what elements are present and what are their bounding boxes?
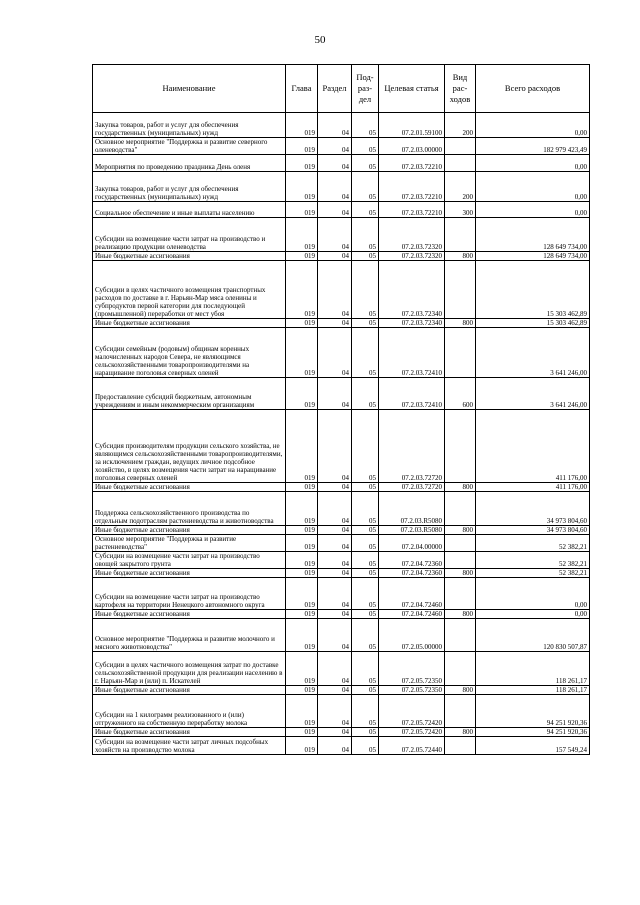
- row-name: Субсидии в целях частичного возмещения транспортных расходов по доставке в г. Нарьян-Мар мяса оленины и субпродуктов первой категории для последующей (промышленной) переработки от мест убоя: [93, 261, 286, 319]
- row-name: Иные бюджетные ассигнования: [93, 569, 286, 578]
- row-podrazdel: 05: [352, 569, 379, 578]
- table-row: [93, 535, 590, 552]
- row-total: 411 176,00: [476, 483, 590, 492]
- row-razdel: 04: [318, 328, 352, 378]
- row-total: 0,00: [476, 610, 590, 619]
- table-row: [93, 695, 590, 728]
- header-podrazdel: Под-раз-дел: [352, 65, 379, 113]
- row-code: 07.2.03.R5080: [379, 526, 445, 535]
- row-podrazdel: 05: [352, 319, 379, 328]
- row-name: Закупка товаров, работ и услуг для обеспечения государственных (муниципальных) нужд: [93, 172, 286, 202]
- row-vid: [445, 138, 476, 155]
- row-vid: 800: [445, 610, 476, 619]
- row-glava: 019: [286, 526, 318, 535]
- row-glava: 019: [286, 578, 318, 610]
- row-glava: 019: [286, 155, 318, 172]
- table-row: [93, 172, 590, 202]
- header-vid-rashodov: Вид рас-ходов: [445, 65, 476, 113]
- row-vid: [445, 619, 476, 652]
- row-total: 0,00: [476, 578, 590, 610]
- row-code: 07.2.05.72420: [379, 728, 445, 737]
- row-glava: 019: [286, 252, 318, 261]
- row-name: Иные бюджетные ассигнования: [93, 319, 286, 328]
- row-vid: [445, 328, 476, 378]
- row-podrazdel: 05: [352, 492, 379, 526]
- row-razdel: 04: [318, 378, 352, 410]
- row-glava: 019: [286, 261, 318, 319]
- table-row: [93, 578, 590, 610]
- row-glava: 019: [286, 410, 318, 483]
- row-podrazdel: 05: [352, 578, 379, 610]
- row-vid: 200: [445, 113, 476, 138]
- row-name: Предоставление субсидий бюджетным, автономным учреждениям и иным некоммерческим организациям: [93, 378, 286, 410]
- row-glava: 019: [286, 552, 318, 569]
- row-glava: 019: [286, 138, 318, 155]
- row-glava: 019: [286, 218, 318, 252]
- row-vid: 800: [445, 319, 476, 328]
- row-glava: 019: [286, 319, 318, 328]
- row-vid: 800: [445, 526, 476, 535]
- row-total: 411 176,00: [476, 410, 590, 483]
- row-code: 07.2.05.72420: [379, 695, 445, 728]
- row-glava: 019: [286, 686, 318, 695]
- table-row: [93, 410, 590, 483]
- row-podrazdel: 05: [352, 138, 379, 155]
- row-glava: 019: [286, 328, 318, 378]
- row-glava: 019: [286, 610, 318, 619]
- row-razdel: 04: [318, 569, 352, 578]
- row-code: 07.2.03.72210: [379, 172, 445, 202]
- row-total: 128 649 734,00: [476, 218, 590, 252]
- table-row: [93, 202, 590, 218]
- row-name: Основное мероприятие "Поддержка и развитие молочного и мясного животноводства": [93, 619, 286, 652]
- header-name: Наименование: [93, 65, 286, 113]
- table-row: [93, 610, 590, 619]
- row-vid: [445, 652, 476, 686]
- row-vid: [445, 261, 476, 319]
- row-podrazdel: 05: [352, 610, 379, 619]
- row-podrazdel: 05: [352, 619, 379, 652]
- row-glava: 019: [286, 492, 318, 526]
- row-vid: [445, 737, 476, 755]
- row-glava: 019: [286, 113, 318, 138]
- row-total: 0,00: [476, 113, 590, 138]
- row-name: Иные бюджетные ассигнования: [93, 610, 286, 619]
- row-razdel: 04: [318, 492, 352, 526]
- row-total: 94 251 920,36: [476, 728, 590, 737]
- row-code: 07.2.03.72720: [379, 483, 445, 492]
- row-glava: 019: [286, 483, 318, 492]
- row-code: 07.2.04.72360: [379, 552, 445, 569]
- row-total: 52 382,21: [476, 552, 590, 569]
- row-code: 07.2.03.72720: [379, 410, 445, 483]
- row-razdel: 04: [318, 686, 352, 695]
- row-vid: [445, 552, 476, 569]
- row-code: 07.2.01.59100: [379, 113, 445, 138]
- row-code: 07.2.03.72320: [379, 218, 445, 252]
- row-razdel: 04: [318, 202, 352, 218]
- row-podrazdel: 05: [352, 686, 379, 695]
- row-razdel: 04: [318, 410, 352, 483]
- row-podrazdel: 05: [352, 202, 379, 218]
- table-row: [93, 328, 590, 378]
- row-total: 34 973 804,60: [476, 526, 590, 535]
- row-name: Субсидии на возмещение части затрат личных подсобных хозяйств на производство молока: [93, 737, 286, 755]
- row-total: 52 382,21: [476, 569, 590, 578]
- row-code: 07.2.04.72360: [379, 569, 445, 578]
- row-total: 157 549,24: [476, 737, 590, 755]
- row-code: 07.2.03.R5080: [379, 492, 445, 526]
- row-name: Мероприятия по проведению праздника День оленя: [93, 155, 286, 172]
- row-code: 07.2.03.72410: [379, 328, 445, 378]
- row-podrazdel: 05: [352, 113, 379, 138]
- row-glava: 019: [286, 619, 318, 652]
- row-vid: 300: [445, 202, 476, 218]
- row-razdel: 04: [318, 113, 352, 138]
- row-name: Субсидия производителям продукции сельского хозяйства, не являющимся сельскохозяйственными товаропроизводителями, за исключением граждан, ведущих личное подсобное хозяйство, в целях возмещения части затрат на наращивание поголовья северных оленей: [93, 410, 286, 483]
- row-razdel: 04: [318, 737, 352, 755]
- row-razdel: 04: [318, 138, 352, 155]
- row-razdel: 04: [318, 483, 352, 492]
- row-name: Социальное обеспечение и иные выплаты населению: [93, 202, 286, 218]
- table-row: [93, 492, 590, 526]
- row-razdel: 04: [318, 155, 352, 172]
- row-code: 07.2.05.72440: [379, 737, 445, 755]
- row-glava: 019: [286, 569, 318, 578]
- row-name: Субсидии на возмещение части затрат на производство овощей закрытого грунта: [93, 552, 286, 569]
- row-code: 07.2.05.72350: [379, 686, 445, 695]
- row-razdel: 04: [318, 172, 352, 202]
- table-row: [93, 619, 590, 652]
- table-row: [93, 113, 590, 138]
- row-podrazdel: 05: [352, 483, 379, 492]
- row-vid: [445, 578, 476, 610]
- row-code: 07.2.03.72340: [379, 319, 445, 328]
- row-razdel: 04: [318, 252, 352, 261]
- header-celevaya-statya: Целевая статья: [379, 65, 445, 113]
- row-code: 07.2.04.72460: [379, 578, 445, 610]
- row-name: Иные бюджетные ассигнования: [93, 728, 286, 737]
- row-glava: 019: [286, 695, 318, 728]
- row-code: 07.2.05.00000: [379, 619, 445, 652]
- row-podrazdel: 05: [352, 378, 379, 410]
- row-glava: 019: [286, 728, 318, 737]
- table-row: [93, 378, 590, 410]
- row-vid: [445, 695, 476, 728]
- row-name: Иные бюджетные ассигнования: [93, 686, 286, 695]
- table-row: [93, 252, 590, 261]
- row-name: Поддержка сельскохозяйственного производства по отдельным подотраслям растениеводства и животноводства: [93, 492, 286, 526]
- row-name: Субсидии в целях частичного возмещения затрат по доставке сельскохозяйственной продукции для реализации населению в г. Нарьян-Мар и (или) п. Искателей: [93, 652, 286, 686]
- row-code: 07.2.04.00000: [379, 535, 445, 552]
- row-name: Субсидии семейным (родовым) общинам коренных малочисленных народов Севера, не являющимся сельскохозяйственными товаропроизводителями на наращивание поголовья северных оленей: [93, 328, 286, 378]
- row-total: 3 641 246,00: [476, 328, 590, 378]
- row-code: 07.2.05.72350: [379, 652, 445, 686]
- row-vid: [445, 492, 476, 526]
- row-code: 07.2.03.00000: [379, 138, 445, 155]
- row-razdel: 04: [318, 526, 352, 535]
- row-name: Иные бюджетные ассигнования: [93, 252, 286, 261]
- row-podrazdel: 05: [352, 552, 379, 569]
- row-code: 07.2.03.72410: [379, 378, 445, 410]
- row-razdel: 04: [318, 695, 352, 728]
- row-total: 52 382,21: [476, 535, 590, 552]
- table-row: [93, 552, 590, 569]
- row-code: 07.2.03.72210: [379, 155, 445, 172]
- row-total: 0,00: [476, 155, 590, 172]
- row-podrazdel: 05: [352, 526, 379, 535]
- row-glava: 019: [286, 172, 318, 202]
- row-razdel: 04: [318, 610, 352, 619]
- table-row: [93, 138, 590, 155]
- row-razdel: 04: [318, 619, 352, 652]
- row-podrazdel: 05: [352, 252, 379, 261]
- row-name: Иные бюджетные ассигнования: [93, 483, 286, 492]
- row-glava: 019: [286, 652, 318, 686]
- row-glava: 019: [286, 535, 318, 552]
- row-podrazdel: 05: [352, 261, 379, 319]
- row-podrazdel: 05: [352, 172, 379, 202]
- table-row: [93, 569, 590, 578]
- row-total: 0,00: [476, 202, 590, 218]
- table-row: [93, 218, 590, 252]
- header-glava: Глава: [286, 65, 318, 113]
- row-podrazdel: 05: [352, 535, 379, 552]
- row-vid: 200: [445, 172, 476, 202]
- table-row: [93, 686, 590, 695]
- row-podrazdel: 05: [352, 728, 379, 737]
- row-glava: 019: [286, 378, 318, 410]
- row-razdel: 04: [318, 652, 352, 686]
- page-number: 50: [314, 34, 326, 46]
- row-name: Закупка товаров, работ и услуг для обеспечения государственных (муниципальных) нужд: [93, 113, 286, 138]
- row-total: 118 261,17: [476, 686, 590, 695]
- row-vid: 800: [445, 483, 476, 492]
- table-row: [93, 728, 590, 737]
- table-row: [93, 155, 590, 172]
- table-row: [93, 319, 590, 328]
- row-code: 07.2.03.72340: [379, 261, 445, 319]
- row-razdel: 04: [318, 578, 352, 610]
- row-vid: [445, 155, 476, 172]
- row-total: 0,00: [476, 172, 590, 202]
- row-vid: 600: [445, 378, 476, 410]
- table-row: [93, 261, 590, 319]
- row-podrazdel: 05: [352, 652, 379, 686]
- row-vid: 800: [445, 252, 476, 261]
- row-code: 07.2.03.72320: [379, 252, 445, 261]
- row-name: Основное мероприятие "Поддержка и развитие северного оленеводства": [93, 138, 286, 155]
- row-podrazdel: 05: [352, 328, 379, 378]
- row-vid: [445, 535, 476, 552]
- table-row: [93, 652, 590, 686]
- table-row: [93, 526, 590, 535]
- row-vid: [445, 218, 476, 252]
- row-podrazdel: 05: [352, 695, 379, 728]
- table-row: [93, 483, 590, 492]
- header-razdel: Раздел: [318, 65, 352, 113]
- row-vid: [445, 410, 476, 483]
- expenditure-table: [92, 64, 590, 755]
- row-total: 120 830 507,87: [476, 619, 590, 652]
- table-row: [93, 737, 590, 755]
- row-total: 34 973 804,60: [476, 492, 590, 526]
- row-total: 15 303 462,89: [476, 261, 590, 319]
- row-razdel: 04: [318, 552, 352, 569]
- header-row: [93, 65, 590, 113]
- row-glava: 019: [286, 202, 318, 218]
- row-name: Иные бюджетные ассигнования: [93, 526, 286, 535]
- row-razdel: 04: [318, 218, 352, 252]
- row-razdel: 04: [318, 261, 352, 319]
- row-total: 182 979 423,49: [476, 138, 590, 155]
- row-code: 07.2.03.72210: [379, 202, 445, 218]
- row-code: 07.2.04.72460: [379, 610, 445, 619]
- row-podrazdel: 05: [352, 155, 379, 172]
- row-name: Субсидии на возмещение части затрат на производство и реализацию продукции оленеводства: [93, 218, 286, 252]
- row-total: 15 303 462,89: [476, 319, 590, 328]
- row-total: 94 251 920,36: [476, 695, 590, 728]
- row-podrazdel: 05: [352, 218, 379, 252]
- row-total: 118 261,17: [476, 652, 590, 686]
- row-podrazdel: 05: [352, 737, 379, 755]
- row-total: 3 641 246,00: [476, 378, 590, 410]
- row-name: Субсидии на возмещение части затрат на производство картофеля на территории Ненецкого автономного округа: [93, 578, 286, 610]
- header-total: Всего расходов: [476, 65, 590, 113]
- row-name: Основное мероприятие "Поддержка и развитие растениеводства": [93, 535, 286, 552]
- row-razdel: 04: [318, 535, 352, 552]
- row-razdel: 04: [318, 728, 352, 737]
- row-podrazdel: 05: [352, 410, 379, 483]
- row-vid: 800: [445, 569, 476, 578]
- row-name: Субсидии на 1 килограмм реализованного и (или) отгруженного на собственную переработку молока: [93, 695, 286, 728]
- row-total: 128 649 734,00: [476, 252, 590, 261]
- row-glava: 019: [286, 737, 318, 755]
- row-vid: 800: [445, 728, 476, 737]
- row-vid: 800: [445, 686, 476, 695]
- row-razdel: 04: [318, 319, 352, 328]
